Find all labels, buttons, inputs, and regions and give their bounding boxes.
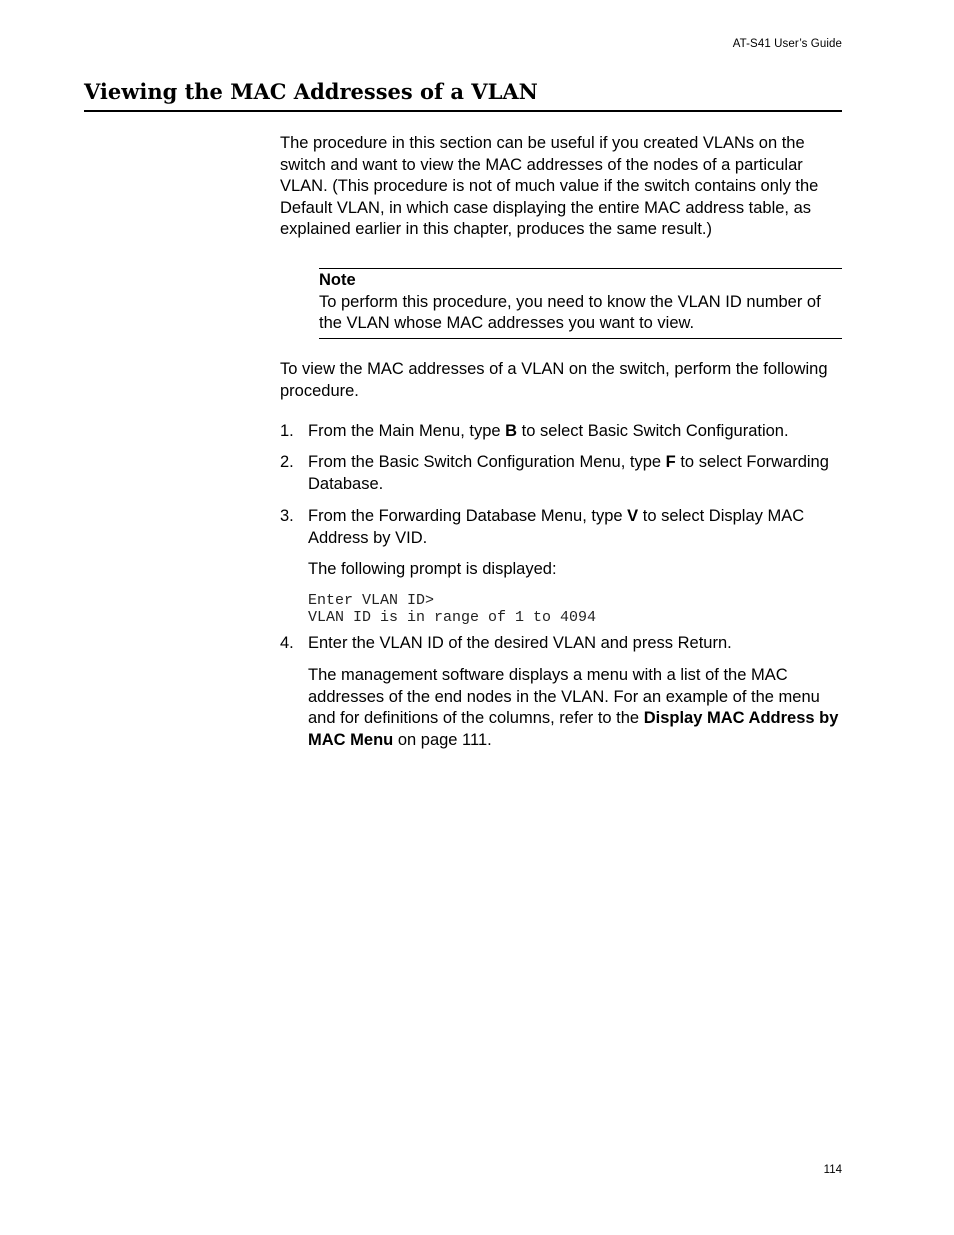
note-title: Note <box>319 271 356 289</box>
result-paragraph: The management software displays a menu with a list of the MAC addresses of the end nodes in the VLAN. For an example of the menu and for definitions of the columns, refer to the Display MAC Address by MAC Menu on page 111. <box>308 666 839 749</box>
step-key: B <box>505 422 518 440</box>
running-header: AT-S41 User’s Guide <box>732 38 842 50</box>
page-number: 114 <box>823 1164 842 1176</box>
code-block <box>308 592 596 626</box>
step-key: V <box>627 507 639 525</box>
note-text: To perform this procedure, you need to know the VLAN ID number of the VLAN whose MAC addresses you want to view. <box>319 292 821 333</box>
section-title: Viewing the MAC Addresses of a VLAN <box>84 78 842 112</box>
cross-reference-link[interactable]: Display MAC Address by MAC Menu <box>308 709 839 749</box>
step-number: 1. <box>280 422 294 440</box>
step-3: 3. From the Forwarding Database Menu, type V to select Display MAC Address by VID. <box>280 507 805 547</box>
step-number: 4. <box>280 634 294 652</box>
intro-paragraph: The procedure in this section can be useful if you created VLANs on the switch and want to view the MAC addresses of the nodes of a particular VLAN. (This procedure is not of much value if the switch contains only the Default VLAN, in which case displaying the entire MAC address table, as explained earlier in this chapter, produces the same result.) <box>280 134 819 239</box>
step-key: F <box>665 453 676 471</box>
step-1: 1. From the Main Menu, type B to select Basic Switch Configuration. <box>280 421 842 443</box>
code-line: Enter VLAN ID> <box>308 592 435 609</box>
step-2: 2. From the Basic Switch Configuration Menu, type F to select Forwarding Database. <box>280 453 829 493</box>
code-line: VLAN ID is in range of 1 to 4094 <box>308 609 597 626</box>
note-box <box>319 268 842 339</box>
step-number: 2. <box>280 453 294 471</box>
lead-paragraph: To view the MAC addresses of a VLAN on the switch, perform the following procedure. <box>280 360 828 400</box>
step-number: 3. <box>280 507 294 525</box>
step-4: 4. Enter the VLAN ID of the desired VLAN and press Return. <box>280 633 842 655</box>
prompt-intro: The following prompt is displayed: <box>308 560 557 578</box>
